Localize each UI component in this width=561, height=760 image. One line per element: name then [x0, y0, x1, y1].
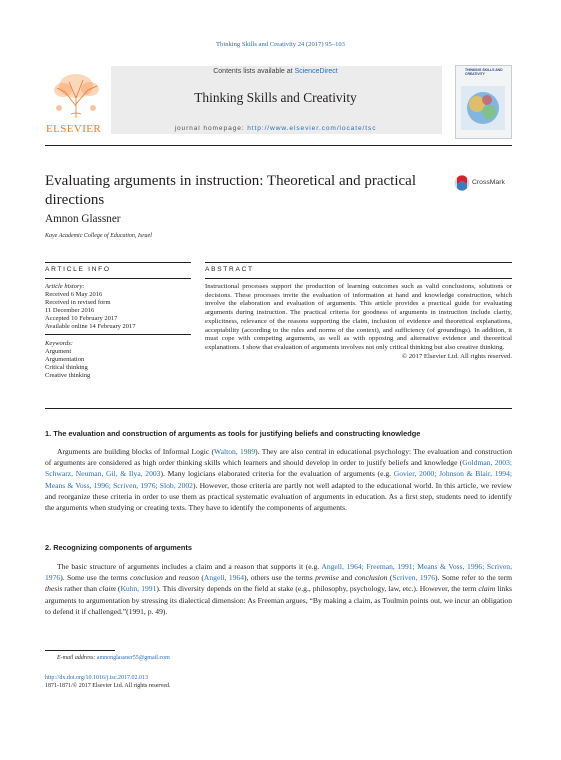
text-run: Arguments are building blocks of Informal Logic (: [57, 447, 215, 456]
contents-prefix: Contents lists available at: [213, 68, 295, 75]
journal-cover-thumbnail[interactable]: [455, 65, 512, 139]
history-item: 11 December 2016: [45, 306, 95, 314]
text-run: The basic structure of arguments includes a claim and a reason that supports it (e.g.: [57, 562, 322, 571]
doi-link[interactable]: http://dx.doi.org/10.1016/j.tsc.2017.02.013: [45, 675, 149, 681]
crossmark-label: CrossMark: [472, 179, 505, 186]
doi-block: [45, 674, 171, 690]
citation-link[interactable]: Angell, 1964; Freeman, 1991; Means & Voss, 1996; Scriven, 1976: [45, 562, 512, 583]
section-1-heading: 1. The evaluation and construction of arguments as tools for justifying beliefs and constructing knowledge: [45, 429, 421, 438]
text-run: rather than: [62, 584, 100, 594]
text-run: ). They are also central in educational psychology: The evaluation and construction of arguments are considered as high order thinking skills which learners and should develop in order to justify beliefs and knowledge (: [45, 447, 512, 468]
keyword-item: Argument: [45, 347, 72, 355]
section-2-heading: 2. Recognizing components of arguments: [45, 543, 193, 552]
history-label: Article history:: [45, 283, 85, 290]
text-run: and: [338, 573, 355, 583]
author-name: Amnon Glassner: [45, 213, 121, 225]
text-run: ). This diversity depends on the field at stake (e.g., philosophy, psychology, law, etc.). However, the term: [156, 584, 479, 594]
abstract-bottom-rule: [45, 408, 512, 409]
text-run: (: [199, 573, 204, 583]
italic-term: conclusion: [354, 573, 388, 583]
issn-line: 1871-1871/© 2017 Elsevier Ltd. All rights reserved.: [45, 683, 171, 690]
history-item: Accepted 10 February 2017: [45, 314, 118, 322]
citation-link[interactable]: Angell, 1964: [203, 573, 245, 583]
italic-term: claim: [478, 584, 496, 594]
header-rule: [45, 145, 512, 146]
text-run: ). Some use the terms: [60, 573, 130, 583]
text-run: ). However, those criteria are partly not well adapted to the educational world. In this article, we review and reorganize these criteria in order to use them as practical systematic evaluation of arguments in education. As a first step, students need to identify the arguments when studying or creating texts. They have to identify the components of arguments.: [45, 480, 512, 513]
cover-artwork: [459, 84, 507, 134]
text-run: ). Many logicians elaborated criteria for the evaluation of arguments (e.g.: [160, 469, 394, 479]
italic-term: thesis: [45, 584, 63, 594]
article-info-subrule: [45, 278, 191, 279]
abstract-text: Instructional processes support the production of learning outcomes such as valid conclusions, solutions or decisions. These processes invite the evaluation of information at hand and knowledge construction, which involve the elaboration and evaluation of arguments. This article provides a practical guide for evaluating arguments during instruction. The practical criteria for goodness of arguments in instruction include clarity, explicitness, relevance of the reasons supporting the claim, inclusion of evidence and theoretical explanations, acceptability (according to the rules and norms of the context), and sufficiency (of groundings). In addition, it must cope with competing arguments, as well as with opposing and alternative evidence and theoretical explanations. I show that evaluation of arguments involves not only critical thinking but also creative thinking.: [205, 283, 512, 351]
journal-title: Thinking Skills and Creativity: [194, 90, 357, 105]
italic-term: claim: [99, 584, 116, 594]
text-run: links arguments to argumentation by stressing its dialectical dimension: As Freeman argues, “By making a claim, as Toulmin points out, we incur an obligation to defend it if challenged.”(1991, p. 49).: [45, 584, 512, 616]
abstract-copyright: © 2017 Elsevier Ltd. All rights reserved.: [401, 352, 512, 360]
italic-term: reason: [178, 573, 199, 583]
article-title: Evaluating arguments in instruction: Theoretical and practical directions: [45, 173, 416, 208]
citation-link[interactable]: Govier, 2000; Johnson & Blair, 1994; Means & Voss, 1996; Scriven, 1976; Slob, 2002: [45, 469, 512, 490]
journal-homepage-line: [110, 125, 441, 132]
footnote-rule: [45, 650, 115, 651]
article-info-rule: [45, 262, 191, 263]
footnote-email: [57, 655, 170, 661]
sciencedirect-link[interactable]: ScienceDirect: [294, 68, 338, 75]
italic-term: conclusion: [130, 573, 163, 583]
history-item: Available online 14 February 2017: [45, 322, 136, 330]
history-item: Received in revised form: [45, 298, 111, 306]
homepage-link[interactable]: http://www.elsevier.com/locate/tsc: [247, 125, 377, 132]
journal-reference-link[interactable]: Thinking Skills and Creativity 24 (2017) 95–103: [216, 41, 345, 48]
citation-link[interactable]: Scriven, 1976: [392, 573, 436, 583]
cover-title: THINKING SKILLS AND CREATIVITY: [465, 68, 503, 76]
elsevier-wordmark: ELSEVIER: [46, 123, 102, 135]
section-2-paragraph: [45, 561, 512, 617]
article-info-block: [45, 283, 191, 380]
author-affiliation: Kaye Academic College of Education, Israel: [45, 233, 152, 239]
email-label: E-mail address:: [57, 655, 97, 661]
abstract-block: [205, 283, 512, 361]
email-link[interactable]: amnonglassner55@gmail.com: [96, 655, 170, 661]
italic-term: premise: [315, 573, 339, 583]
citation-link[interactable]: Kuhn, 1991: [120, 584, 157, 594]
abstract-rule: [205, 262, 512, 263]
text-run: ), others use the terms: [244, 573, 316, 583]
text-run: and: [162, 573, 179, 583]
text-run: (: [387, 573, 393, 583]
citation-link[interactable]: Goldman, 2003; Schwarz, Neuman, Gil, & Ilya, 2003: [45, 458, 513, 479]
keywords-label: Keywords:: [45, 340, 73, 348]
keyword-item: Argumentation: [45, 355, 85, 363]
contents-available-line: [110, 68, 441, 75]
crossmark-button[interactable]: [454, 175, 514, 193]
abstract-subrule: [205, 278, 512, 279]
abstract-heading: ABSTRACT: [205, 266, 254, 273]
article-info-heading: ARTICLE INFO: [45, 266, 111, 273]
citation-link[interactable]: Walton, 1989: [214, 447, 256, 456]
text-run: (: [115, 584, 121, 594]
homepage-prefix: journal homepage:: [174, 125, 248, 132]
keywords-rule: [45, 334, 191, 335]
section-1-paragraph: [45, 446, 512, 513]
keyword-item: Critical thinking: [45, 363, 88, 371]
keyword-item: Creative thinking: [45, 371, 91, 379]
crossmark-icon: [454, 175, 470, 193]
history-item: Received 6 May 2016: [45, 290, 103, 298]
text-run: ). Some refer to the term: [435, 573, 513, 583]
